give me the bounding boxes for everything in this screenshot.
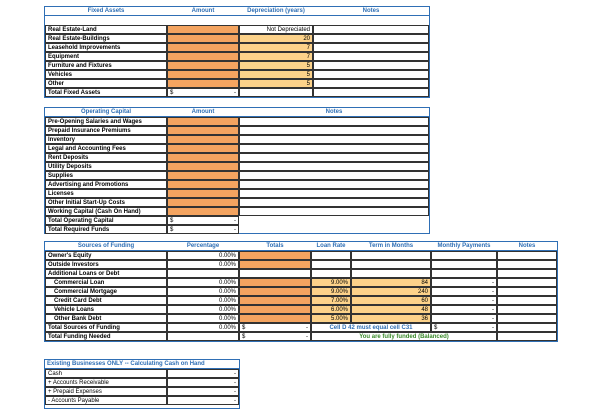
depreciation-years[interactable]: 20 [239,34,313,43]
amount-input[interactable] [167,171,239,180]
funding-row-owners-equity [45,251,557,260]
amount-input[interactable] [167,70,239,79]
total-value: - [492,325,494,331]
notes-cell[interactable] [239,144,429,153]
blank-cell [497,323,557,332]
total-value: - [234,227,236,233]
loan-rate-input[interactable]: 5.00% [311,314,351,323]
blank-cell [497,269,557,278]
funding-header [45,242,557,251]
notes-cell[interactable] [313,52,429,61]
percentage-value: 0.00% [167,323,239,332]
row-label: Total Funding Needed [45,332,167,341]
amount-input[interactable] [167,207,239,216]
amount-input[interactable] [167,25,239,34]
table-row [45,198,429,207]
blank-cell [431,269,497,278]
col-percentage: Percentage [167,242,239,251]
monthly-payment-total [431,323,497,332]
totals-input[interactable] [239,314,311,323]
total-amount [167,88,239,97]
notes-cell[interactable] [239,189,429,198]
table-row [45,117,429,126]
row-label: + Prepaid Expenses [45,387,167,396]
notes-cell[interactable] [497,278,557,287]
row-label: Total Sources of Funding [45,323,167,332]
table-row [45,387,239,396]
term-input[interactable]: 84 [351,278,431,287]
monthly-payment: - [431,296,497,305]
notes-cell[interactable] [239,198,429,207]
loan-label: Other Bank Debt [45,314,167,323]
table-row [45,135,429,144]
table-row [45,25,429,34]
percentage-value: 0.00% [167,278,239,287]
amount-input[interactable] [167,117,239,126]
total-amount [167,216,239,225]
monthly-payment: - [431,278,497,287]
amount-input[interactable] [167,126,239,135]
total-label: Total Required Funds [45,225,167,234]
table-row [45,378,239,387]
table-row [45,34,429,43]
col-fixed-assets: Fixed Assets [45,7,167,16]
blank-cell [351,260,431,269]
balance-note: Cell D 42 must equal cell C31 [311,323,431,332]
row-label: Inventory [45,135,167,144]
total-amount [167,225,239,234]
row-label: Pre-Opening Salaries and Wages [45,117,167,126]
total-value: - [306,334,308,340]
amount-input[interactable] [167,34,239,43]
total-label: Total Fixed Assets [45,88,167,97]
row-label: Additional Loans or Debt [45,269,167,278]
amount-input[interactable] [167,144,239,153]
notes-cell[interactable] [239,207,429,216]
value-cell[interactable]: - [167,378,239,387]
blank-cell [497,251,557,260]
depreciation-years[interactable]: 7 [239,52,313,61]
funding-row-total-needed [45,332,557,341]
amount-input[interactable] [167,43,239,52]
table-row [45,162,429,171]
amount-input[interactable] [167,52,239,61]
row-label: Prepaid Insurance Premiums [45,126,167,135]
total-value: - [306,325,308,331]
notes-cell[interactable] [239,117,429,126]
depreciation-years[interactable]: 7 [239,43,313,52]
row-label: Advertising and Promotions [45,180,167,189]
notes-cell[interactable] [239,126,429,135]
amount-input[interactable] [167,198,239,207]
table-row [45,52,429,61]
table-row [45,171,429,180]
funding-status: You are fully funded (Balanced) [311,332,497,341]
depreciation-years[interactable]: 5 [239,61,313,70]
blank-cell [167,332,239,341]
row-label: - Accounts Payable [45,396,167,405]
total-label: Total Operating Capital [45,216,167,225]
blank-cell [351,251,431,260]
blank-cell [311,251,351,260]
loan-rate-input[interactable]: 9.00% [311,287,351,296]
funding-row-loan [45,296,557,305]
notes-cell[interactable] [313,25,429,34]
percentage-value: 0.00% [167,296,239,305]
loan-rate-input[interactable]: 9.00% [311,278,351,287]
table-row [45,207,429,216]
blank-cell [431,251,497,260]
loan-label: Credit Card Debt [45,296,167,305]
row-label: Supplies [45,171,167,180]
blank-cell [313,88,429,97]
notes-cell[interactable] [239,162,429,171]
dollar-sign: $ [434,325,438,331]
notes-cell[interactable] [497,287,557,296]
monthly-payment: - [431,314,497,323]
loan-label: Commercial Mortgage [45,287,167,296]
row-label: Utility Deposits [45,162,167,171]
notes-cell[interactable] [313,34,429,43]
dollar-sign: $ [170,227,174,233]
funding-row-loan [45,314,557,323]
row-label: + Accounts Receivable [45,378,167,387]
funding-row-outside-investors [45,260,557,269]
depreciation-years[interactable]: Not Depreciated [239,25,313,34]
blank-cell [431,260,497,269]
table-row [45,43,429,52]
notes-cell[interactable] [313,79,429,88]
value-cell[interactable]: - [167,387,239,396]
col-monthly-payments: Monthly Payments [431,242,497,251]
totals-input[interactable] [239,305,311,314]
totals-value [239,323,311,332]
col-amount: Amount [167,108,239,117]
loan-label: Commercial Loan [45,278,167,287]
dollar-sign: $ [170,90,174,96]
col-loan-rate: Loan Rate [311,242,351,251]
dollar-sign: $ [242,334,246,340]
term-input[interactable]: 48 [351,305,431,314]
amount-input[interactable] [167,61,239,70]
notes-cell[interactable] [239,153,429,162]
notes-cell[interactable] [313,43,429,52]
col-totals: Totals [239,242,311,251]
totals-input[interactable] [239,260,311,269]
blank-cell [497,332,557,341]
operating-capital-header [45,108,429,117]
percentage-value: 0.00% [167,305,239,314]
notes-cell[interactable] [239,180,429,189]
monthly-payment: - [431,305,497,314]
loan-rate-input[interactable]: 7.00% [311,296,351,305]
existing-header [45,360,239,369]
table-row [45,369,239,378]
funding-row-loan [45,287,557,296]
row-label: Outside Investors [45,260,167,269]
col-notes: Notes [239,108,429,117]
col-term: Term in Months [351,242,431,251]
row-label: Leasehold Improvements [45,43,167,52]
funding-row-additional [45,269,557,278]
table-row [45,144,429,153]
table-row [45,180,429,189]
blank-cell [239,225,429,234]
amount-input[interactable] [167,180,239,189]
blank-cell [239,216,429,225]
loan-rate-input[interactable]: 6.00% [311,305,351,314]
funding-row-loan [45,305,557,314]
row-label: Equipment [45,52,167,61]
table-row [45,79,429,88]
value-cell[interactable]: - [167,396,239,405]
row-label: Real Estate-Buildings [45,34,167,43]
percentage-value: 0.00% [167,287,239,296]
notes-cell[interactable] [313,61,429,70]
table-row [45,396,239,405]
totals-input[interactable] [239,287,311,296]
notes-cell[interactable] [239,171,429,180]
loan-label: Vehicle Loans [45,305,167,314]
amount-input[interactable] [167,153,239,162]
notes-cell[interactable] [313,70,429,79]
amount-input[interactable] [167,135,239,144]
col-depreciation: Depreciation (years) [239,7,313,16]
blank-cell [497,260,557,269]
dollar-sign: $ [242,325,246,331]
row-label: Legal and Accounting Fees [45,144,167,153]
col-sources: Sources of Funding [45,242,167,251]
notes-cell[interactable] [497,305,557,314]
col-notes: Notes [497,242,557,251]
percentage-value: 0.00% [167,260,239,269]
value-cell[interactable]: - [167,369,239,378]
fixed-assets-header [45,7,429,16]
total-value: - [234,218,236,224]
term-input[interactable]: 36 [351,314,431,323]
row-label: Rent Deposits [45,153,167,162]
monthly-payment: - [431,287,497,296]
notes-cell[interactable] [497,314,557,323]
depreciation-years[interactable]: 5 [239,70,313,79]
col-amount: Amount [167,7,239,16]
row-label: Cash [45,369,167,378]
table-row [45,153,429,162]
row-label: Vehicles [45,70,167,79]
notes-cell[interactable] [497,296,557,305]
blank-cell [311,260,351,269]
existing-title: Existing Businesses ONLY -- Calculating Cash on Hand [45,360,239,369]
amount-input[interactable] [167,189,239,198]
funding-row-total-sources [45,323,557,332]
row-label: Real Estate-Land [45,25,167,34]
blank-cell [239,269,311,278]
totals-input[interactable] [239,251,311,260]
term-input[interactable]: 240 [351,287,431,296]
totals-input[interactable] [239,296,311,305]
percentage-value: 0.00% [167,314,239,323]
table-row [45,70,429,79]
row-label: Working Capital (Cash On Hand) [45,207,167,216]
row-label: Furniture and Fixtures [45,61,167,70]
totals-input[interactable] [239,278,311,287]
total-value: - [234,90,236,96]
total-required-row [45,225,429,234]
funding-row-loan [45,278,557,287]
row-label: Licenses [45,189,167,198]
depreciation-years[interactable]: 5 [239,79,313,88]
blank-cell [311,269,351,278]
col-notes: Notes [313,7,429,16]
term-input[interactable]: 60 [351,296,431,305]
row-label: Other [45,79,167,88]
dollar-sign: $ [170,218,174,224]
row-label: Owner's Equity [45,251,167,260]
total-row [45,88,429,97]
percentage-value: 0.00% [167,251,239,260]
col-operating-capital: Operating Capital [45,108,167,117]
table-row [45,189,429,198]
amount-input[interactable] [167,79,239,88]
row-label: Other Initial Start-Up Costs [45,198,167,207]
table-row [45,126,429,135]
notes-cell[interactable] [239,135,429,144]
table-row [45,61,429,70]
blank-cell [167,269,239,278]
amount-input[interactable] [167,162,239,171]
totals-value [239,332,311,341]
blank-cell [239,88,313,97]
total-operating-row [45,216,429,225]
blank-cell [351,269,431,278]
